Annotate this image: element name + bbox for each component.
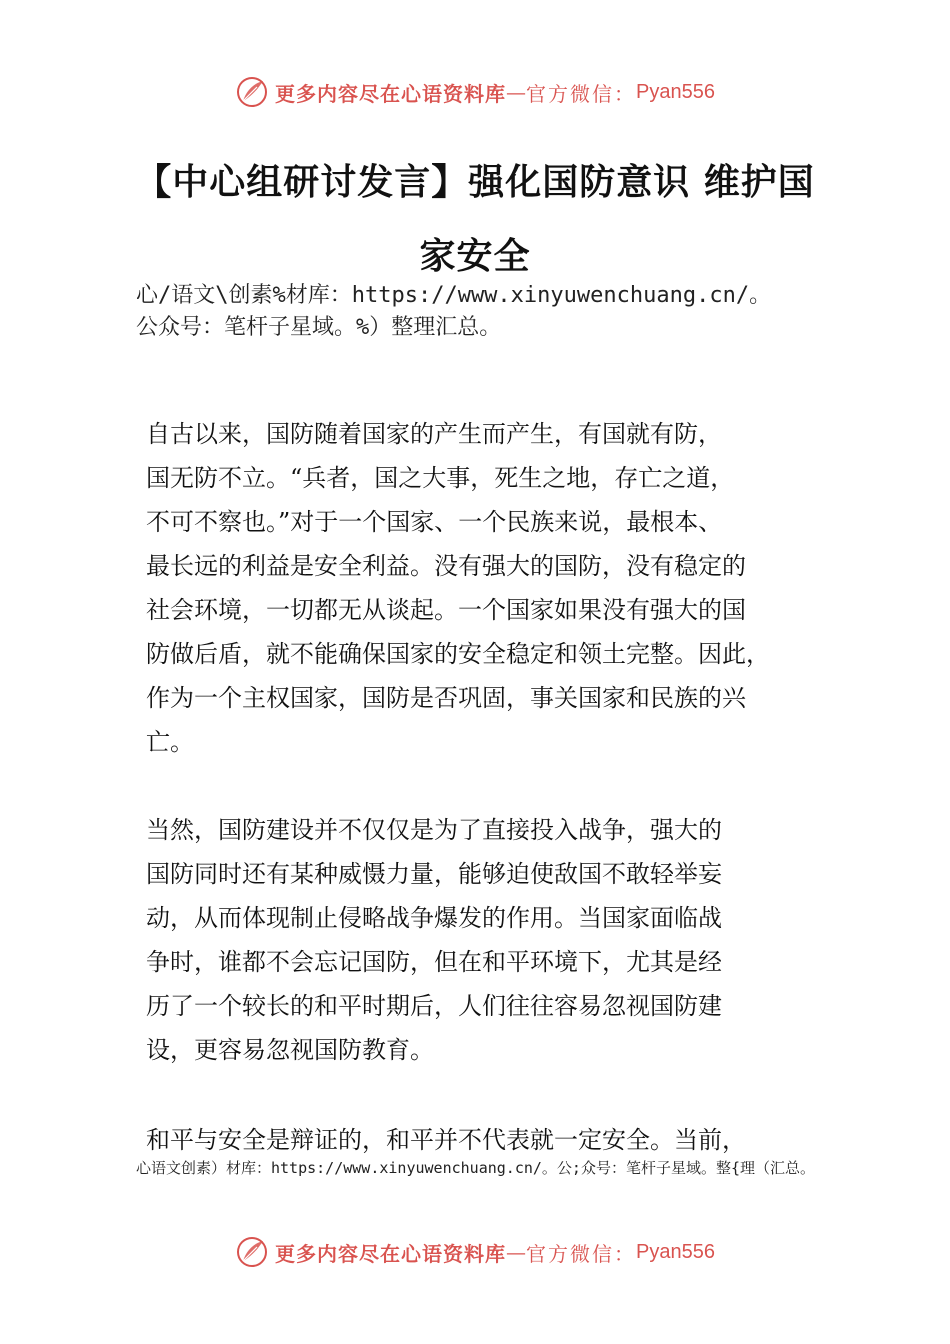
paragraph-line: 设，更容易忽视国防教育。 bbox=[146, 1036, 434, 1064]
paragraph-line: 国防同时还有某种威慑力量，能够迫使敌国不敢轻举妄 bbox=[146, 860, 722, 888]
paragraph-line: 动，从而体现制止侵略战争爆发的作用。当国家面临战 bbox=[146, 904, 722, 932]
paragraph-3 bbox=[146, 1118, 836, 1162]
paragraph-1 bbox=[146, 412, 836, 764]
banner-sub-text: 官方微信： bbox=[526, 81, 637, 106]
paragraph-2 bbox=[146, 808, 836, 1072]
feather-logo-icon bbox=[235, 75, 269, 109]
paragraph-line: 亡。 bbox=[146, 728, 194, 756]
feather-logo-icon bbox=[235, 1235, 269, 1269]
paragraph-line: 不可不察也。”对于一个国家、一个民族来说，最根本、 bbox=[146, 508, 723, 536]
paragraph-line: 自古以来，国防随着国家的产生而产生，有国就有防， bbox=[146, 420, 722, 448]
banner-main-text: 更多内容尽在心语资料库 bbox=[275, 1241, 507, 1266]
paragraph-line: 争时，谁都不会忘记国防，但在和平环境下，尤其是经 bbox=[146, 948, 722, 976]
paragraph-line: 和平与安全是辩证的，和平并不代表就一定安全。当前， bbox=[146, 1126, 746, 1154]
banner-wechat-id: Pyan556 bbox=[636, 1240, 715, 1263]
banner-separator: — bbox=[506, 80, 527, 104]
banner-sub-text: 官方微信： bbox=[526, 1241, 637, 1266]
source-line1: 心/语文\创素%材库：https://www.xinyuwenchuang.cn/。 bbox=[136, 283, 772, 308]
paragraph-line: 历了一个较长的和平时期后，人们往往容易忽视国防建 bbox=[146, 992, 722, 1020]
source-line2: 公众号：笔杆子星域。%）整理汇总。 bbox=[136, 315, 502, 340]
paragraph-line: 最长远的利益是安全利益。没有强大的国防，没有稳定的 bbox=[146, 552, 746, 580]
banner-wechat-id: Pyan556 bbox=[636, 80, 715, 103]
paragraph-line: 作为一个主权国家，国防是否巩固，事关国家和民族的兴 bbox=[146, 684, 746, 712]
footer-banner bbox=[0, 1232, 950, 1272]
paragraph-line: 当然，国防建设并不仅仅是为了直接投入战争，强大的 bbox=[146, 816, 722, 844]
footer-source-note: 心语文创素）材库：https://www.xinyuwenchuang.cn/。公;众号：笔杆子星域。整{理（汇总。 bbox=[136, 1159, 815, 1177]
document-title-line1: 【中心组研讨发言】强化国防意识 维护国 bbox=[135, 162, 815, 203]
paragraph-line: 防做后盾，就不能确保国家的安全稳定和领土完整。因此， bbox=[146, 640, 770, 668]
document-title-line2: 家安全 bbox=[419, 236, 531, 277]
paragraph-line: 社会环境，一切都无从谈起。一个国家如果没有强大的国 bbox=[146, 596, 746, 624]
banner-main-text: 更多内容尽在心语资料库 bbox=[275, 81, 507, 106]
header-banner bbox=[0, 72, 950, 112]
paragraph-line: 国无防不立。“兵者，国之大事，死生之地，存亡之道， bbox=[146, 464, 735, 492]
banner-separator: — bbox=[506, 1240, 527, 1264]
